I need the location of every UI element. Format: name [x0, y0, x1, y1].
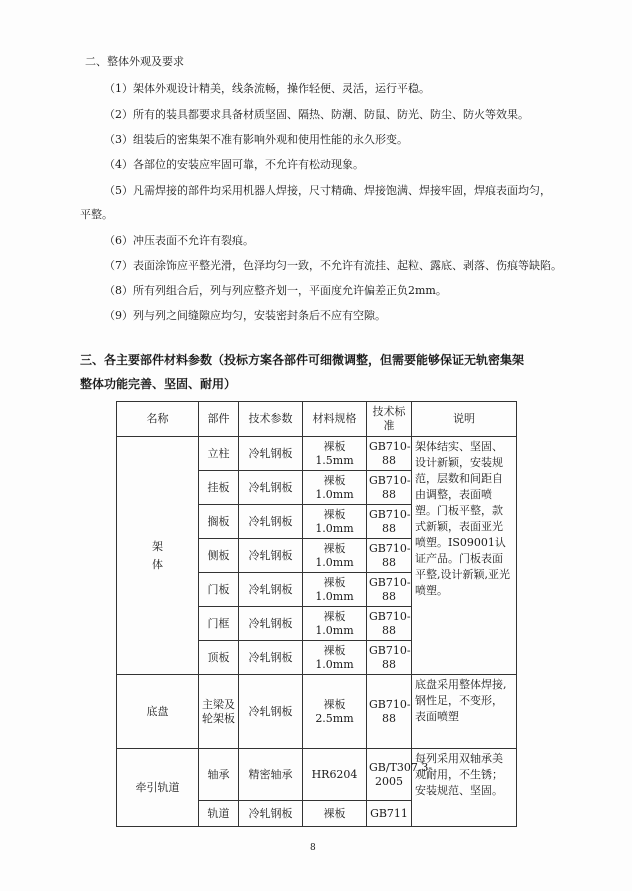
- table-row: [117, 749, 517, 801]
- section-3-heading-line-1: 三、各主要部件材料参数（投标方案各部件可细微调整，但需要能够保证无轨密集架: [80, 353, 525, 367]
- part-cell: 立柱: [199, 437, 239, 471]
- tech-cell: 冷轧钢板: [239, 641, 303, 675]
- standard-cell: GB710-88: [367, 607, 412, 641]
- standard-cell: GB/T307.3-2005: [367, 749, 412, 801]
- part-cell: 顶板: [199, 641, 239, 675]
- materials-table: [116, 401, 517, 827]
- standard-cell: GB710-88: [367, 641, 412, 675]
- spec-cell: HR6204: [303, 749, 367, 801]
- header-note: 说明: [412, 402, 517, 437]
- part-cell: 门框: [199, 607, 239, 641]
- header-tech: 技术参数: [239, 402, 303, 437]
- requirement-item-9: （9）列与列之间缝隙应均匀，安装密封条后不应有空隙。: [104, 309, 386, 322]
- requirement-item-7: （7）表面涂饰应平整光滑，色泽均匀一致，不允许有流挂、起粒、露底、剥落、伤痕等缺陷。: [104, 259, 562, 272]
- part-cell: 挂板: [199, 471, 239, 505]
- standard-cell: GB710-88: [367, 505, 412, 539]
- requirement-item-4: （4）各部位的安装应牢固可靠，不允许有松动现象。: [104, 158, 364, 171]
- standard-cell: GB710-88: [367, 437, 412, 471]
- spec-cell: 裸板1.0mm: [303, 573, 367, 607]
- part-cell: 轨道: [199, 801, 239, 827]
- part-cell: 门板: [199, 573, 239, 607]
- tech-cell: 冷轧钢板: [239, 573, 303, 607]
- group-name-track: 牵引轨道: [117, 749, 199, 827]
- requirement-item-3: （3）组装后的密集架不准有影响外观和使用性能的永久形变。: [104, 133, 408, 146]
- spec-cell: 裸板1.0mm: [303, 641, 367, 675]
- section-3-heading-line-2: 整体功能完善、坚固、耐用）: [80, 377, 237, 391]
- standard-cell: GB711: [367, 801, 412, 827]
- part-cell: 主梁及轮架板: [199, 675, 239, 749]
- spec-cell: 裸板1.0mm: [303, 539, 367, 573]
- spec-cell: 裸板: [303, 801, 367, 827]
- header-part: 部件: [199, 402, 239, 437]
- spec-cell: 裸板1.0mm: [303, 471, 367, 505]
- spec-cell: 裸板1.0mm: [303, 607, 367, 641]
- table-header-row: [117, 402, 517, 437]
- section-2-heading: 二、整体外观及要求: [85, 55, 184, 68]
- tech-cell: 冷轧钢板: [239, 437, 303, 471]
- spec-cell: 裸板2.5mm: [303, 675, 367, 749]
- requirement-item-5: （5）凡需焊接的部件均采用机器人焊接，尺寸精确、焊接饱满、焊接牢固，焊痕表面均匀，: [104, 184, 551, 197]
- group-name-frame: 架 体: [117, 437, 199, 675]
- requirement-item-2: （2）所有的装具都要求具备材质坚固、隔热、防潮、防鼠、防光、防尘、防火等效果。: [104, 108, 529, 121]
- spec-cell: 裸板1.5mm: [303, 437, 367, 471]
- header-name: 名称: [117, 402, 199, 437]
- group-note-chassis: 底盘采用整体焊接,钢性足，不变形，表面喷塑: [412, 675, 517, 749]
- tech-cell: 冷轧钢板: [239, 539, 303, 573]
- requirement-item-1: （1）架体外观设计精美，线条流畅，操作轻便、灵活，运行平稳。: [104, 82, 430, 95]
- requirement-item-8: （8）所有列组合后，列与列应整齐划一，平面度允许偏差正负2mm。: [104, 284, 447, 297]
- header-standard: 技术标准: [367, 402, 412, 437]
- table-row: [117, 437, 517, 471]
- part-cell: 侧板: [199, 539, 239, 573]
- tech-cell: 冷轧钢板: [239, 505, 303, 539]
- group-note-track: 每列采用双轴承美观耐用，不生锈；安装规范、坚固。: [412, 749, 517, 827]
- spec-cell: 裸板1.0mm: [303, 505, 367, 539]
- group-note-frame: 架体结实、坚固、设计新颖，安装规范，层数和间距自由调整，表面喷塑。门板平整，款式新颖，表面亚光喷塑。IS09001认证产品。门板表面平整,设计新颖,亚光喷塑。: [412, 437, 517, 675]
- standard-cell: GB710-88: [367, 573, 412, 607]
- part-cell: 搁板: [199, 505, 239, 539]
- requirement-item-6: （6）冲压表面不允许有裂痕。: [104, 234, 254, 247]
- tech-cell: 冷轧钢板: [239, 801, 303, 827]
- requirement-item-5-continuation: 平整。: [80, 208, 113, 221]
- tech-cell: 冷轧钢板: [239, 607, 303, 641]
- header-spec: 材料规格: [303, 402, 367, 437]
- standard-cell: GB710-88: [367, 539, 412, 573]
- standard-cell: GB710-88: [367, 471, 412, 505]
- standard-cell: GB710-88: [367, 675, 412, 749]
- part-cell: 轴承: [199, 749, 239, 801]
- table-row: [117, 675, 517, 749]
- tech-cell: 冷轧钢板: [239, 675, 303, 749]
- group-name-chassis: 底盘: [117, 675, 199, 749]
- tech-cell: 冷轧钢板: [239, 471, 303, 505]
- page-number: 8: [310, 843, 316, 853]
- tech-cell: 精密轴承: [239, 749, 303, 801]
